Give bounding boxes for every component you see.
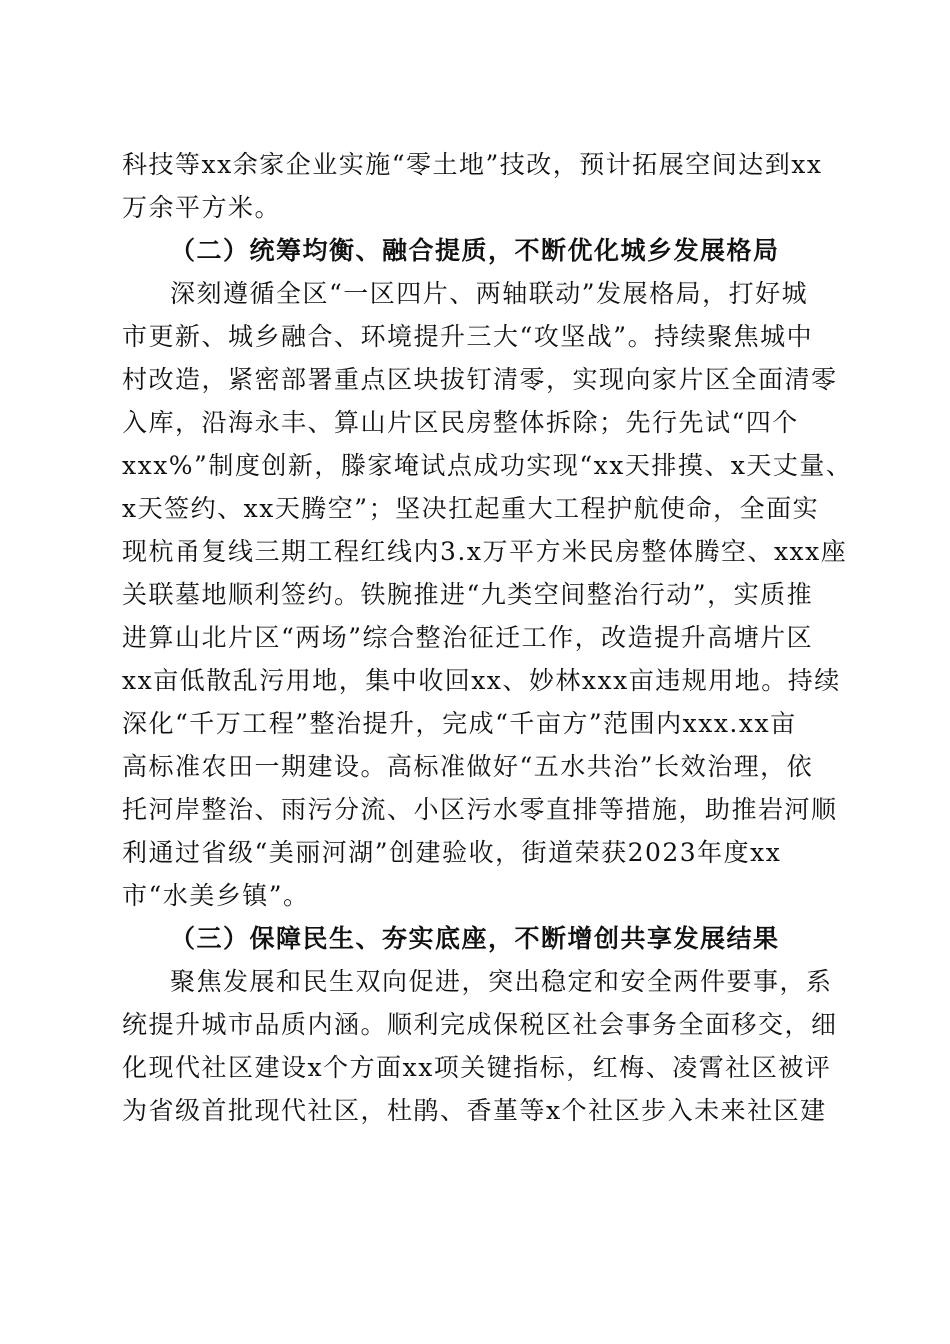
text-line: xx亩低散乱污用地，集中收回xx、妙林xxx亩违规用地。持续 — [122, 666, 841, 695]
text-line: 利通过省级“美丽河湖”创建验收，街道荣获2023年度xx — [122, 838, 782, 867]
section-heading-3: （三）保障民生、夯实底座，不断增创共享发展结果 — [170, 924, 780, 953]
text-line: xxx%”制度创新，滕家埯试点成功实现“xx天排摸、x天丈量、 — [122, 451, 853, 480]
text-line: 高标准农田一期建设。高标准做好“五水共治”长效治理，依 — [122, 752, 814, 781]
document-body — [122, 143, 853, 1132]
text-line: 万余平方米。 — [122, 193, 282, 222]
text-line: 深化“千万工程”整治提升，完成“千亩方”范围内xxx.xx亩 — [122, 709, 797, 738]
text-line: 村改造，紧密部署重点区块拔钉清零，实现向家片区全面清零 — [122, 365, 838, 394]
text-line: 市更新、城乡融合、环境提升三大“攻坚战”。持续聚焦城中 — [122, 322, 814, 351]
text-line: 现杭甬复线三期工程红线内3.x万平方米民房整体腾空、xxx座 — [122, 537, 848, 566]
text-line: 关联墓地顺利签约。铁腕推进“九类空间整治行动”，实质推 — [122, 580, 814, 609]
text-line: 化现代社区建设x个方面xx项关键指标，红梅、凌霄社区被评 — [122, 1053, 832, 1082]
paragraph-start-line: 深刻遵循全区“一区四片、两轴联动”发展格局，打好城 — [170, 279, 809, 308]
section-heading-2: （二）统筹均衡、融合提质，不断优化城乡发展格局 — [170, 236, 780, 265]
text-line: 统提升城市品质内涵。顺利完成保税区社会事务全面移交，细 — [122, 1010, 838, 1039]
text-line: 进算山北片区“两场”综合整治征迁工作，改造提升高塘片区 — [122, 623, 814, 652]
text-line: 市“水美乡镇”。 — [122, 881, 310, 910]
text-line: 科技等xx余家企业实施“零土地”技改，预计拓展空间达到xx — [122, 150, 823, 179]
text-line: 入库，沿海永丰、算山片区民房整体拆除；先行先试“四个 — [122, 408, 799, 437]
text-line: 为省级首批现代社区，杜鹃、香堇等x个社区步入未来社区建 — [122, 1096, 827, 1125]
text-line: x天签约、xx天腾空”；坚决扛起重大工程护航使命，全面实 — [122, 494, 820, 523]
paragraph-start-line: 聚焦发展和民生双向促进，突出稳定和安全两件要事，系 — [170, 967, 833, 996]
text-line: 托河岸整治、雨污分流、小区污水零直排等措施，助推岩河顺 — [122, 795, 838, 824]
